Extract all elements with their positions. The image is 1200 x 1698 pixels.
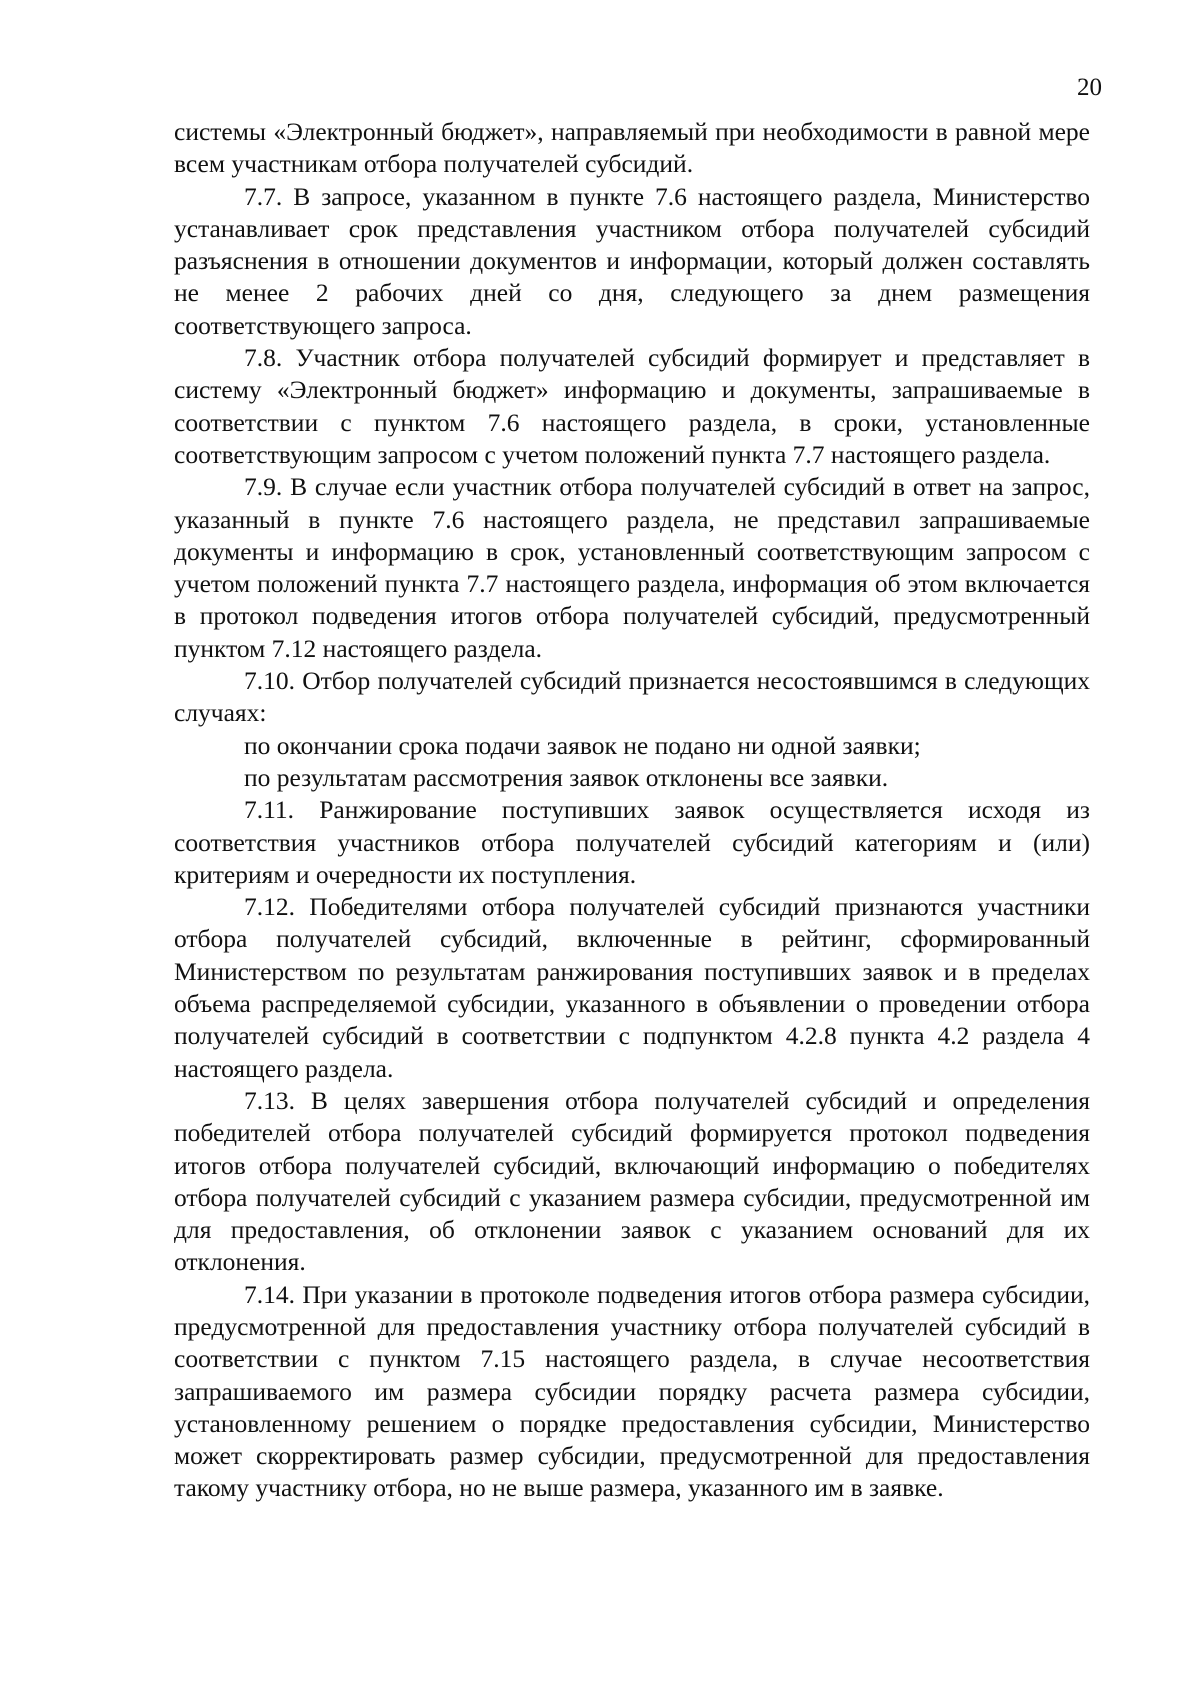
- paragraph-7-12: 7.12. Победителями отбора получателей субсидий признаются участники отбора получателей субсидий, включенные в рейтинг, сформированный Министерством по результатам ранжирования поступивших заявок и в пределах объема распределяемой субсидии, указанного в объявлении о проведении отбора получателей субсидий в соответствии с подпунктом 4.2.8 пункта 4.2 раздела 4 настоящего раздела.: [174, 892, 1090, 1083]
- paragraph-7-8: 7.8. Участник отбора получателей субсидий формирует и представляет в систему «Электронный бюджет» информацию и документы, запрашиваемые в соответствии с пунктом 7.6 настоящего раздела, в сроки, установленные соответствующим запросом с учетом положений пункта 7.7 настоящего раздела.: [174, 343, 1090, 469]
- paragraph-7-11: 7.11. Ранжирование поступивших заявок осуществляется исходя из соответствия участников отбора получателей субсидий категориям и (или) критериям и очередности их поступления.: [174, 795, 1090, 889]
- page-number: 20: [1077, 74, 1102, 101]
- paragraph-7-14: 7.14. При указании в протоколе подведения итогов отбора размера субсидии, предусмотренной для предоставления участнику отбора получателей субсидий в соответствии с пунктом 7.15 настоящего раздела, в случае несоответствия запрашиваемого им размера субсидии порядку расчета размера субсидии, установленному решением о порядке предоставления субсидии, Министерство может скорректировать размер субсидии, предусмотренной для предоставления такому участнику отбора, но не выше размера, указанного им в заявке.: [174, 1279, 1090, 1503]
- paragraph-7-10-case-2: по результатам рассмотрения заявок отклонены все заявки.: [244, 762, 889, 792]
- paragraph-continuation: системы «Электронный бюджет», направляемый при необходимости в равной мере всем участникам отбора получателей субсидий.: [174, 117, 1090, 179]
- paragraph-7-13: 7.13. В целях завершения отбора получателей субсидий и определения победителей отбора получателей субсидий формируется протокол подведения итогов отбора получателей субсидий, включающий информацию о победителях отбора получателей субсидий с указанием размера субсидии, предусмотренной им для предоставления, об отклонении заявок с указанием оснований для их отклонения.: [174, 1085, 1090, 1277]
- paragraph-7-7: 7.7. В запросе, указанном в пункте 7.6 настоящего раздела, Министерство устанавливает срок представления участником отбора получателей субсидий разъяснения в отношении документов и информации, который должен составлять не менее 2 рабочих дней со дня, следующего за днем размещения соответствующего запроса.: [174, 181, 1090, 340]
- paragraph-7-10-case-1: по окончании срока подачи заявок не подано ни одной заявки;: [244, 730, 921, 760]
- paragraph-7-9: 7.9. В случае если участник отбора получателей субсидий в ответ на запрос, указанный в пункте 7.6 настоящего раздела, не представил запрашиваемые документы и информацию в срок, установленный соответствующим запросом с учетом положений пункта 7.7 настоящего раздела, информация об этом включается в протокол подведения итогов отбора получателей субсидий, предусмотренный пунктом 7.12 настоящего раздела.: [174, 472, 1090, 663]
- paragraph-7-10: 7.10. Отбор получателей субсидий признается несостоявшимся в следующих случаях:: [174, 666, 1090, 728]
- document-body: [174, 116, 1090, 1505]
